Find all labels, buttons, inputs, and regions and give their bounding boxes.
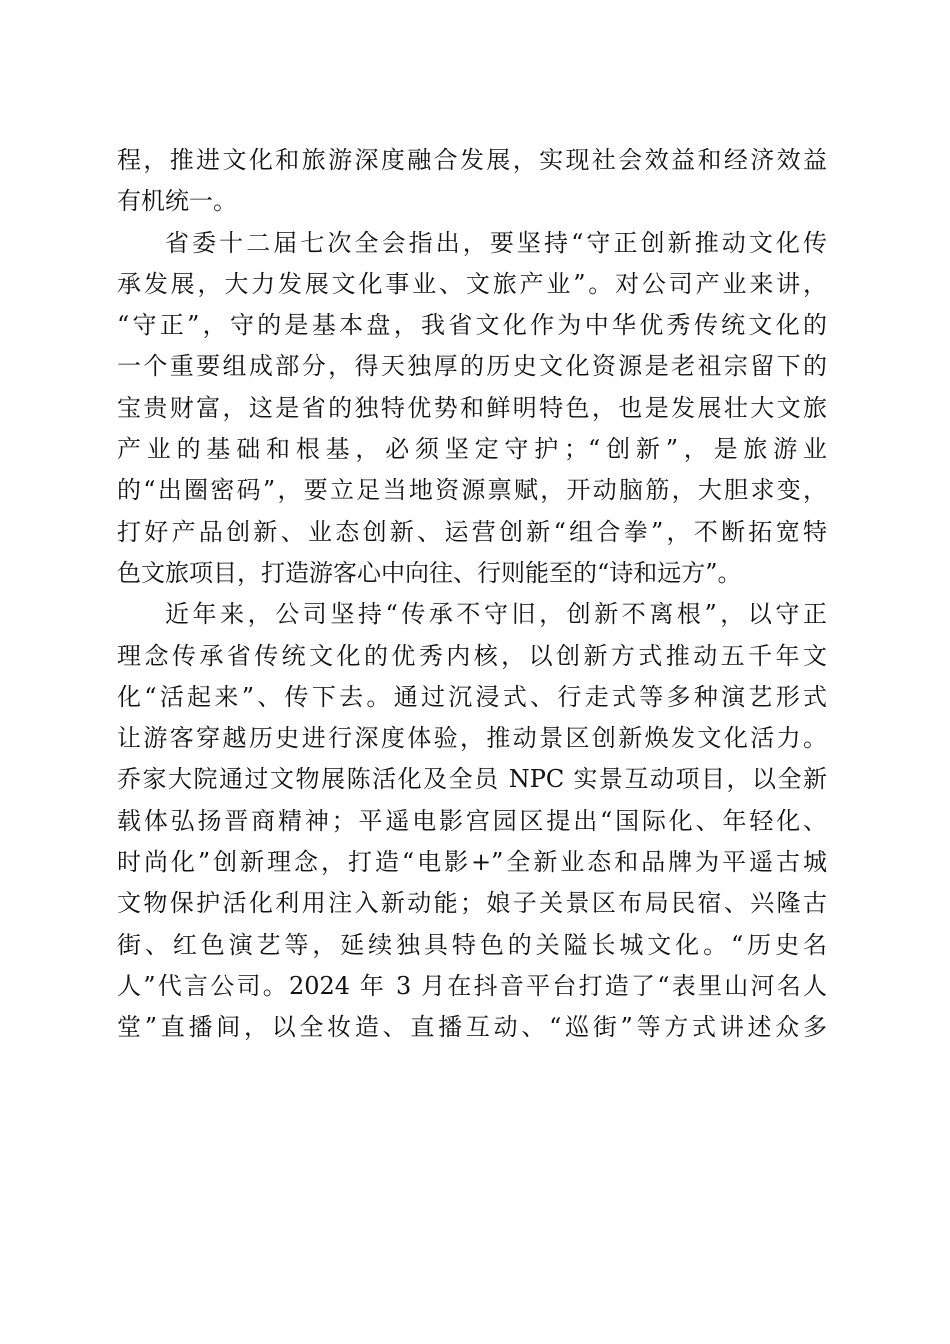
text-line: 堂”直播间，以全妆造、直播互动、“巡街”等方式讲述众多 xyxy=(117,1013,827,1042)
text-line: 让游客穿越历史进行深度体验，推动景区创新焕发文化活力。 xyxy=(117,724,827,753)
text-line: 省委十二届七次全会指出，要坚持“守正创新推动文化传 xyxy=(165,228,827,257)
text-line: 近年来，公司坚持“传承不守旧，创新不离根”，以守正 xyxy=(165,600,827,629)
text-line: 宝贵财富，这是省的独特优势和鲜明特色，也是发展壮大文旅 xyxy=(117,393,827,422)
text-line: 时尚化”创新理念，打造“电影+”全新业态和品牌为平遥古城 xyxy=(117,848,827,877)
text-line: 有机统一。 xyxy=(117,187,237,216)
text-line: 理念传承省传统文化的优秀内核，以创新方式推动五千年文 xyxy=(117,641,827,670)
text-line: 一个重要组成部分，得天独厚的历史文化资源是老祖宗留下的 xyxy=(117,352,827,381)
text-line: 的“出圈密码”，要立足当地资源禀赋，开动脑筋，大胆求变， xyxy=(117,476,827,505)
text-line: 色文旅项目，打造游客心中向往、行则能至的“诗和远方”。 xyxy=(117,558,742,587)
text-line: 文物保护活化利用注入新动能；娘子关景区布局民宿、兴隆古 xyxy=(117,889,827,918)
text-line: 化“活起来”、传下去。通过沉浸式、行走式等多种演艺形式 xyxy=(117,682,827,711)
text-line: 产业的基础和根基，必须坚定守护；“创新”，是旅游业 xyxy=(117,435,827,464)
text-line: 打好产品创新、业态创新、运营创新“组合拳”，不断拓宽特 xyxy=(117,517,827,546)
text-line: “守正”，守的是基本盘，我省文化作为中华优秀传统文化的 xyxy=(117,311,827,340)
text-line: 街、红色演艺等，延续独具特色的关隘长城文化。“历史名 xyxy=(117,930,827,959)
text-line: 乔家大院通过文物展陈活化及全员 NPC 实景互动项目，以全新 xyxy=(117,765,827,794)
text-line: 人”代言公司。2024 年 3 月在抖音平台打造了“表里山河名人 xyxy=(117,971,827,1000)
text-line: 载体弘扬晋商精神；平遥电影宫园区提出“国际化、年轻化、 xyxy=(117,806,827,835)
body-text xyxy=(117,140,827,1049)
text-line: 程，推进文化和旅游深度融合发展，实现社会效益和经济效益 xyxy=(117,146,827,174)
text-line: 承发展，大力发展文化事业、文旅产业”。对公司产业来讲， xyxy=(117,269,827,298)
